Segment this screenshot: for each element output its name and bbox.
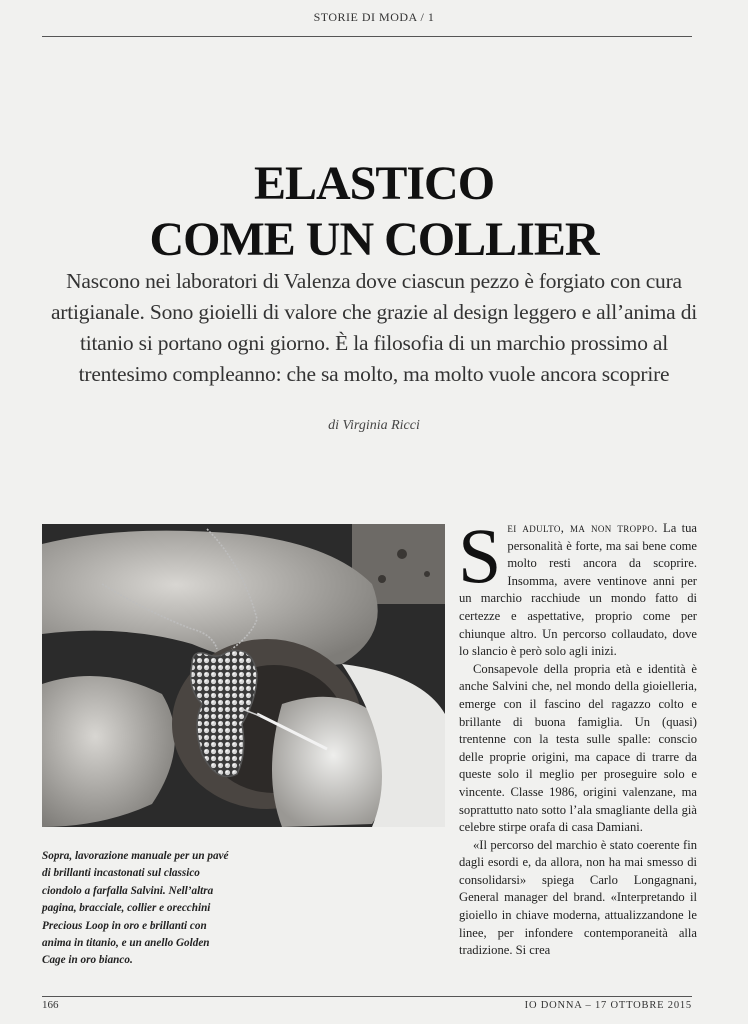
standfirst: Nascono nei laboratori di Valenza dove ciascun pezzo è forgiato con cura artigianale. Sono gioielli di valore che grazie al design leggero e all’anima di titanio si portano ogni giorno. È la filosofia di un marchio prossimo al trentesimo compleanno: che sa molto, ma molto vuole ancora scoprire	[50, 269, 698, 386]
jeweler-hands-butterfly-pendant-image	[42, 524, 445, 827]
title-line-2: COME UN COLLIER	[149, 213, 599, 266]
paragraph-2: Consapevole della propria età e identità è anche Salvini che, nel mondo della gioielleria, emerge con il fascino del ragazzo colto e brillante di buona famiglia. Un (quasi) trentenne con la testa sulle spalle: conscio delle proprie origini, ma capace di trarre da queste solo il meglio per proseguire solo e vincente. Classe 1986, origini valenzane, ma soprattutto nato sotto l’ala smagliante della già celebre stirpe orafa di casa Damiani.	[459, 661, 697, 835]
title-line-1: ELASTICO	[253, 157, 495, 210]
photo-caption: Sopra, lavorazione manuale per un pavé di brillanti incastonati sul classico ciondolo a farfalla Salvini. Nell’altra pagina, bracciale, collier e orecchini Precious Loop in oro e brillanti con anima in titanio, e un anello Golden Cage in oro bianco.	[42, 850, 229, 967]
top-divider	[42, 36, 692, 37]
bottom-divider	[42, 996, 692, 997]
lead-in: ei adulto, ma non troppo.	[507, 521, 658, 535]
article-photo	[42, 524, 445, 827]
paragraph-1-text: La tua personalità è forte, ma sai bene come molto resti ancora da scoprire. Insomma, avere ventinove anni per un marchio racchiude un mondo fatto di certezze e aspettative, proprio come per chiunque altro. Un percorso collaudato, dove lo slancio è però solo agli inizi.	[459, 521, 697, 659]
article-title	[0, 156, 748, 268]
drop-cap: S	[458, 512, 502, 599]
publication-line: IO DONNA – 17 OTTOBRE 2015	[524, 1000, 692, 1011]
article-body	[458, 512, 697, 960]
paragraph-3: «Il percorso del marchio è stato coerente fin dagli esordi e, da allora, non ha mai smesso di consolidarsi» spiega Carlo Longagnani, General manager del brand. «Interpretando il gioiello in chiave moderna, attualizzandone le linee, per infondere contemporaneità alla tradizione. Si crea	[459, 837, 697, 958]
page-number: 166	[42, 999, 59, 1011]
byline: di Virginia Ricci	[328, 418, 420, 433]
section-header: STORIE DI MODA / 1	[313, 10, 435, 24]
paragraph-1	[458, 512, 697, 661]
